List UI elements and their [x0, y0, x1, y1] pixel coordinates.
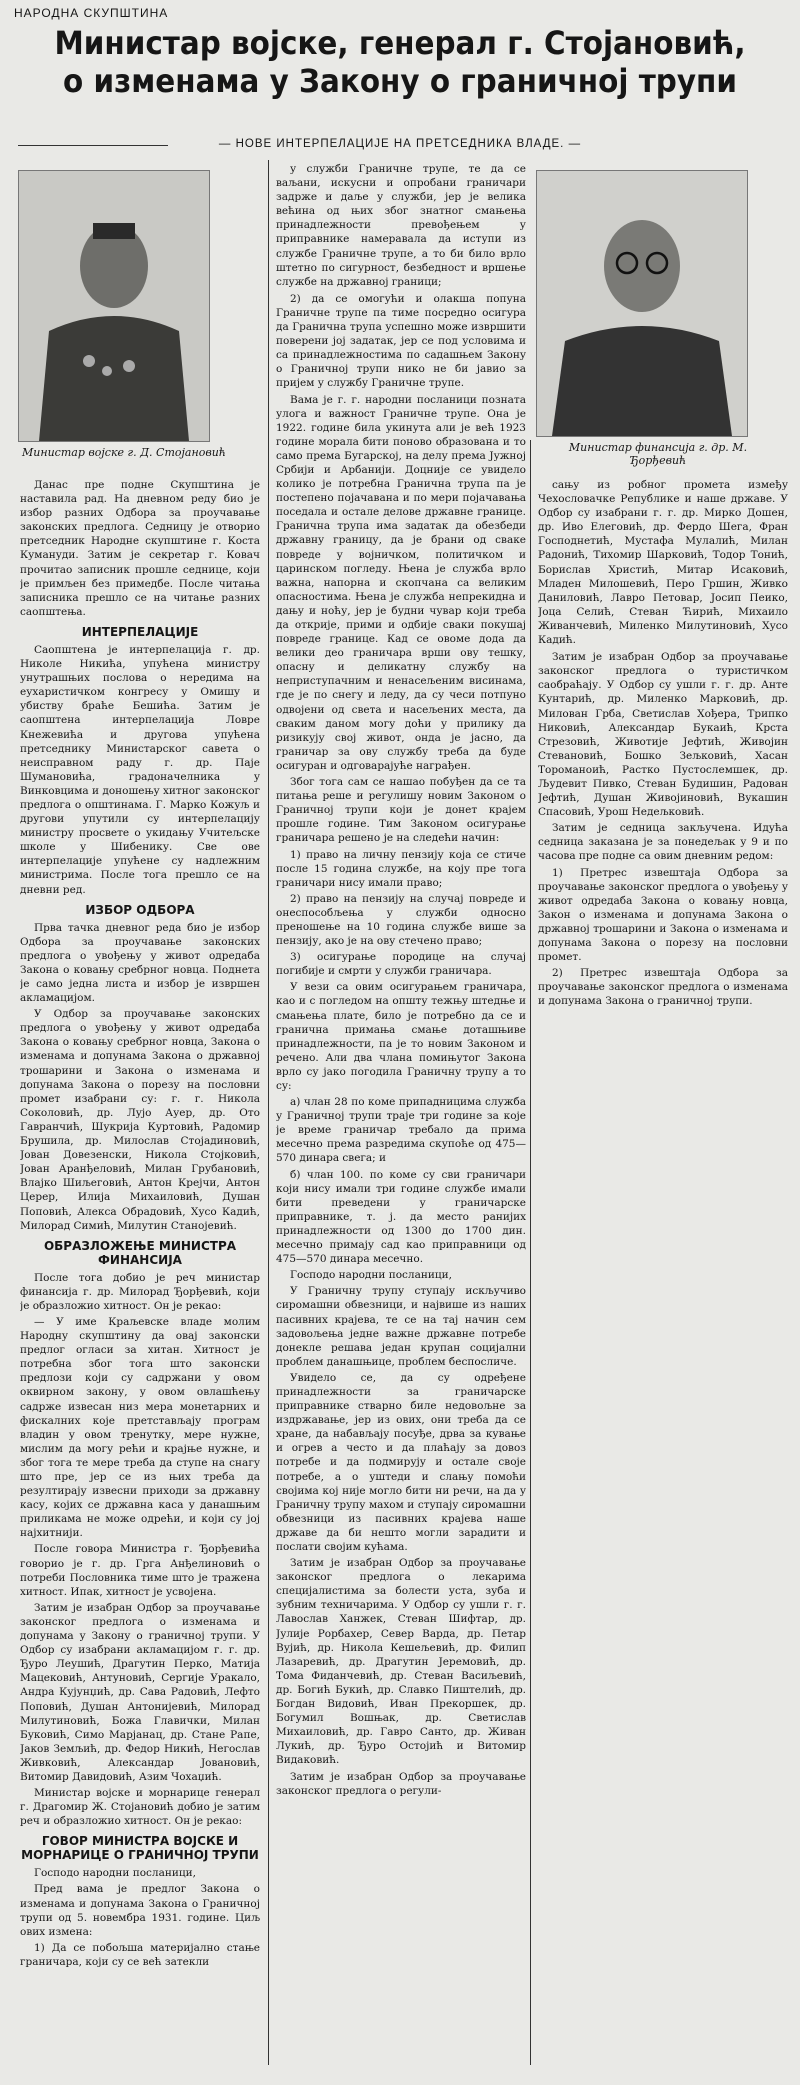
article-paragraph: 1) Претрес извештаја Одбора за проучавање законског предлога о увођењу у живот одредаба Закона о ковању новца, Закон о изменама и допунама Закона о државној трошарини и Закона о изменама и допунама Закона о порезу на пословни промет. [538, 866, 788, 964]
headline: Министар војске, генерал г. Стојановић, о изменама у Закону о граничној трупи [54, 24, 746, 100]
article-paragraph: Господо народни посланици, [290, 1269, 452, 1282]
article-paragraph: 1) Да се побољша материјално стање граничара, који су се већ затекли [20, 1941, 260, 1968]
photo-minister-finance [536, 170, 748, 437]
photo-right-caption: Министар финансија г. др. М. Ђорђевић [568, 441, 748, 467]
article-paragraph: Затим је изабран Одбор за проучавање законског предлога о изменама и допунама у Закону о граничној трупи. У Одбор су изабрани акламацијом г. г. др. Ђуро Леушић, Драгутин Перко, Матија Мацековић, Антуновић, Сергије Уракало, Андра Кујунџић, др. Сава Радовић, Лефто Поповић, Душан Антонијевић, Милорад Милутиновић, Божа Главички, Милан Буковић, Симо Марјанац, др. Стане Рапе, Јаков Земљић, др. Федор Никић, Негослав Живковић, Александар Јовановић, Витомир Давидовић, Азим Чохаџић. [20, 1601, 260, 1783]
column-2 [276, 162, 526, 2077]
article-paragraph: 3) осигурање породице на случај погибије и смрти у служби граничара. [276, 951, 526, 978]
article-paragraph: Господо народни посланици, [34, 1867, 196, 1880]
section-heading: ОБРАЗЛОЖЕЊЕ МИНИСТРА ФИНАНСИЈА [43, 1238, 237, 1267]
article-paragraph: 1) право на личну пензију која се стиче после 15 година службе, на коју пре тога граничари нису имали право; [276, 848, 526, 889]
article-paragraph: у служби Граничне трупе, те да се ваљани, искусни и опробани граничари задрже и даље у служби, јер је велика већина од њих због знатног смањења принадлежности превођењем у приправнике намеравала да иступи из службе Граничне трупе, а то би било врло штетно по сигурност, безбедност и вршење службе на државној граници; [276, 163, 526, 288]
column-rule-1 [268, 160, 269, 2065]
article-paragraph: Саопштена је интерпелација г. др. Николе Никића, упућена министру унутрашњих послова о нередима на еухаристичком конгресу у Омишу и убиству браће Бешића. Затим је саопштена интерпелација Ловре Кнежевића и другова упућена претседнику Министарског савета о неисправном раду г. др. Паје Шумановића, градоначелника у Винковцима и доношењу хитног законског предлога о општинама. Г. Марко Кожуљ и другови упутили су интерпелацију министру просвете о укидању Учитељске школе у Шибенику. Све ове интерпелације упућене су надлежним министрима. После тога прешло се на дневни ред. [20, 643, 260, 896]
article-paragraph: 2) да се омогући и олакша попуна Граничне трупе па тиме посредно осигура да Гранична трупа успешно може извршити поверени јој задатак, јер се под условима и са принадлежностима по садашњем Закону о Граничној трупи нико не би јавио за пријем у службу Граничне трупе. [276, 292, 526, 390]
article-paragraph: Увидело се, да су одређене принадлежности за граничарске приправнике стварно биле недовољне за издржавање, јер из ових, они треба да се хране, да набављају посуђе, дрва за кување и огрев а често и да плаћају за довоз потребе и да подмирују и остале своје потребе, а о уштеди и слању помоћи својима кој ниje могло бити ни речи, на да у Граничну трупу махом и ступају сиромашни обвезници из пасивних крајева наше државе да би нешто могли зарадити и послати својим кућама. [276, 1371, 526, 1553]
article-paragraph: Пред вама је предлог Закона о изменама и допунама Закона о Граничној трупи од 5. новембра 1931. године. Циљ ових измена: [20, 1883, 260, 1938]
section-heading: ГОВОР МИНИСТРА ВОЈСКЕ И МОРНАРИЦЕ О ГРАНИЧНОЈ ТРУПИ [21, 1834, 259, 1863]
article-paragraph: Прва тачка дневног реда био је избор Одбора за проучавање законских предлога о увођењу у живот одредаба Закона о ковању сребрног новца. Поднета је само једна листа и избор је извршен акламацијом. [20, 921, 260, 1005]
portrait-djordjevic [537, 171, 747, 436]
column-1 [20, 478, 260, 2076]
article-paragraph: Затим је седница закључена. Идућа седница заказана је за понедељак у 9 и по часова пре подне са овим дневним редом: [538, 822, 788, 863]
section-heading: ИЗБОР ОДБОРА [85, 902, 195, 917]
article-paragraph: Вама је г. г. народни посланици позната улога и важност Граничне трупе. Она је 1922. године била укинута али је већ 1923 године морала бити поново образована и то само према Бугарској, на делу према Јужној Србији и Арбанији. Доцније се увидело колико је потребна Гранична трупа па је постепено појачавана и по мери појачавања поседала и остале делове државне границе. Гранична трупа има задатак да обезбеди државну границу, да је брани од сваке повреде у војничком, политичком и царинском погледу. Њена је служба врло важна, напорна и скопчана са великим опасностима. Њена је служба непрекидна и дању и ноћу, јер је будни чувар који треба да открије, прими и одбије сваки покушај повреде границе. Кад се овоме дода да велики део граничара врши ову тешку, опасну и деликатну службу на неприступачним и ненасељеним висинама, где је по снегу и леду, да су чеси потпуно одвојени од света и насељених места, да сваким даном могу доћи у прилику да ризикују свој живот, онда је јасно, да граничар за ову службу треба да буде осигуран и одговарајуће награђен. [276, 393, 526, 772]
section-rubric: НАРОДНА СКУПШТИНА [14, 6, 169, 20]
subheadline: — НОВЕ ИНТЕРПЕЛАЦИЈЕ НА ПРЕТСЕДНИКА ВЛАДЕ. — [218, 138, 582, 150]
column-rule-2 [530, 440, 531, 2065]
article-paragraph: У Одбор за проучавање законских предлога о увођењу у живот одредаба Закона о ковању сребрног новца, Закона о изменама и допунама Закона о државној трошарини и Закона о изменама и допунама Закона о порезу на пословни промет изабрани су: г. г. Никола Соколовић, др. Лујо Ауер, др. Ото Гавранчић, Шукрија Куртовић, Радомир Брушила, др. Милослав Стојадиновић, Јован Довезенски, Никола Стојковић, Јован Аранђеловић, Милан Грубановић, Влајко Шиљеговић, Антон Крејчи, Антон Церер, Илија Михаиловић, Душан Поповић, Алекса Обрадовић, Хусо Кадић, Милорад Симић, Милутин Станојевић. [20, 1008, 260, 1232]
article-paragraph: сању из робног промета између Чехословачке Републике и наше државе. У Одбор су изабрани г. г. др. Мирко Дошен, др. Иво Елеговић, др. Фердо Шега, Фран Господнетић, Мустафа Мулалић, Милан Радонић, Тихомир Шарковић, Тодор Тонић, Борислав Христић, Митар Исаковић, Младен Милошевић, Перо Гршин, Живко Даниловић, Лаврo Петовар, Јосип Пеико, Јоца Селић, Стеван Ћирић, Михаило Живанчевић, Миленко Милутиновић, Хусо Кадић. [538, 479, 788, 647]
photo-left-caption: Министар војске г. Д. Стојановић [22, 446, 226, 459]
article-paragraph: Данас пре подне Скупштина је наставила рад. На дневном реду био је избор разних Одбора за проучавање законских предлога. Седницу је отворио претседник Народне скупштине г. Коста Кумануди. Затим је секретар г. Ковач прочитао записник прошле седнице, који је примљен без примедбе. После читања записника прешло се на читање разних саопштења. [20, 479, 260, 618]
article-paragraph: — У име Краљевске владе молим Народну скупштину да овај законски предлог огласи за хитан. Хитност је потребна због тога што законски предлози који су садржани у овом оквирном закону, у овом овлашћењу садрже извесан низ мера монетарних и фискалних које претстављају програм владин у овом тренутку, мере нужне, мислим да могу рећи и крајње нужне, и због тога те мере треба да ступе на снагу што пре, јер се из њих треба да резултирају извесни приходи за државну касу, којих се државна каса у данашњим приликама не може одрећи, и који су јој најхитнији. [20, 1315, 260, 1540]
article-paragraph: Затим је изабран Одбор за проучавање законског предлога о лекарима специјалистима за болести уста, зуба и зубним техничарима. У Одбор су ушли г. г. Лавослав Ханжек, Стеван Шифтар, др. Јулије Рорбахер, Север Варда, др. Петар Вујић, др. Никола Кешељевић, др. Филип Лазаревић, др. Драгутин Јеремовић, др. Тома Фиданчевић, др. Стеван Васиљевић, др. Богић Букић, др. Славко Пиштелић, др. Богдан Видовић, Иван Прекоршек, др. Богумил Вошњак, др. Светислав Михаиловић, др. Гавро Санто, др. Живан Лукић, др. Ђуро Остојић и Витомир Видаковић. [276, 1557, 526, 1767]
article-paragraph: а) члан 28 по коме припадницима служба у Граничној трупи траје три године за које је време граничар требало да прима месечно према разредима скупоће од 475—570 динара свега; и [276, 1096, 526, 1165]
article-paragraph: После тога добио је реч министар финансија г. др. Милорад Ђорђевић, који је образложио хитност. Он је рекао: [20, 1271, 260, 1312]
article-paragraph: б) члан 100. по коме су сви граничари који нису имали три године службе имали бити преведени у граничарске приправнике, т. ј. да место ранијих принадлежности од 1300 до 1700 дин. месечно примају сад као приправници од 475—570 динара месечно. [276, 1168, 526, 1266]
column-3 [538, 478, 788, 1098]
article-paragraph: Затим је изабран Одбор за проучавање законског предлога о регули- [276, 1770, 526, 1797]
article-paragraph: 2) Претрес извештаја Одбора за проучавање законског предлога о изменама и допунама Закона о граничној трупи. [538, 967, 788, 1008]
portrait-stojanovic [19, 171, 209, 441]
photo-minister-army [18, 170, 210, 442]
article-paragraph: После говора Министра г. Ђорђевића говорио је г. др. Грга Анђелиновић о потреби Пословника тиме што је тражена хитност. Ипак, хитност је усвојена. [20, 1543, 260, 1598]
article-paragraph: У вези са овим осигурањем граничара, као и с погледом на општу тежњу штедње и смањења плате, било је потребно да се и гранична примања смање доташњиве принадлежности, па је то новим Законом и речено. Али два члана помињутог Закона врло су јако погодила Граничну трупу а то су: [276, 981, 526, 1092]
section-heading: ИНТЕРПЕЛАЦИЈЕ [81, 624, 199, 639]
article-paragraph: У Граничну трупу ступају искључиво сиромашни обвезници, и највише из наших пасивних крајева, те се на тај начин сем задовољења једне важне државне потребе донекле решава један крупан социјални проблем данашњице, проблем беспосличе. [276, 1285, 526, 1368]
article-paragraph: Министар војске и морнарице генерал г. Драгомир Ж. Стојановић добио је затим реч и образложио хитност. Он је рекао: [20, 1787, 260, 1828]
article-paragraph: 2) право на пензију на случај повреде и онеспособљења у служби односно преношење на 10 година службе више за пензију, ако је на ову стечено право; [276, 892, 526, 948]
article-paragraph: Затим је изабран Одбор за проучавање законског предлога о туристичком саобраћају. У Одбор су ушли г. г. др. Анте Кунтарић, др. Миленко Марковић, др. Милован Грба, Светислав Хођера, Трипко Никовић, Александар Букаић, Крста Стрезовић, Животије Јефтић, Живојин Стевановић, Бошко Зељковић, Хасан Тороманоић, Растко Пустослемшек, др. Људевит Пивко, Стеван Будишин, Радован Јефтић, Душан Живојиновић, Вукашин Спасовић, Урош Недељковић. [538, 651, 788, 819]
article-paragraph: Због тога сам се нашао побуђен да се та питања реше и регулишу новим Законом о Граничној трупи који је донет крајем прошле године. Тим Законом осигурање граничара решено је на следећи начин: [276, 776, 526, 845]
